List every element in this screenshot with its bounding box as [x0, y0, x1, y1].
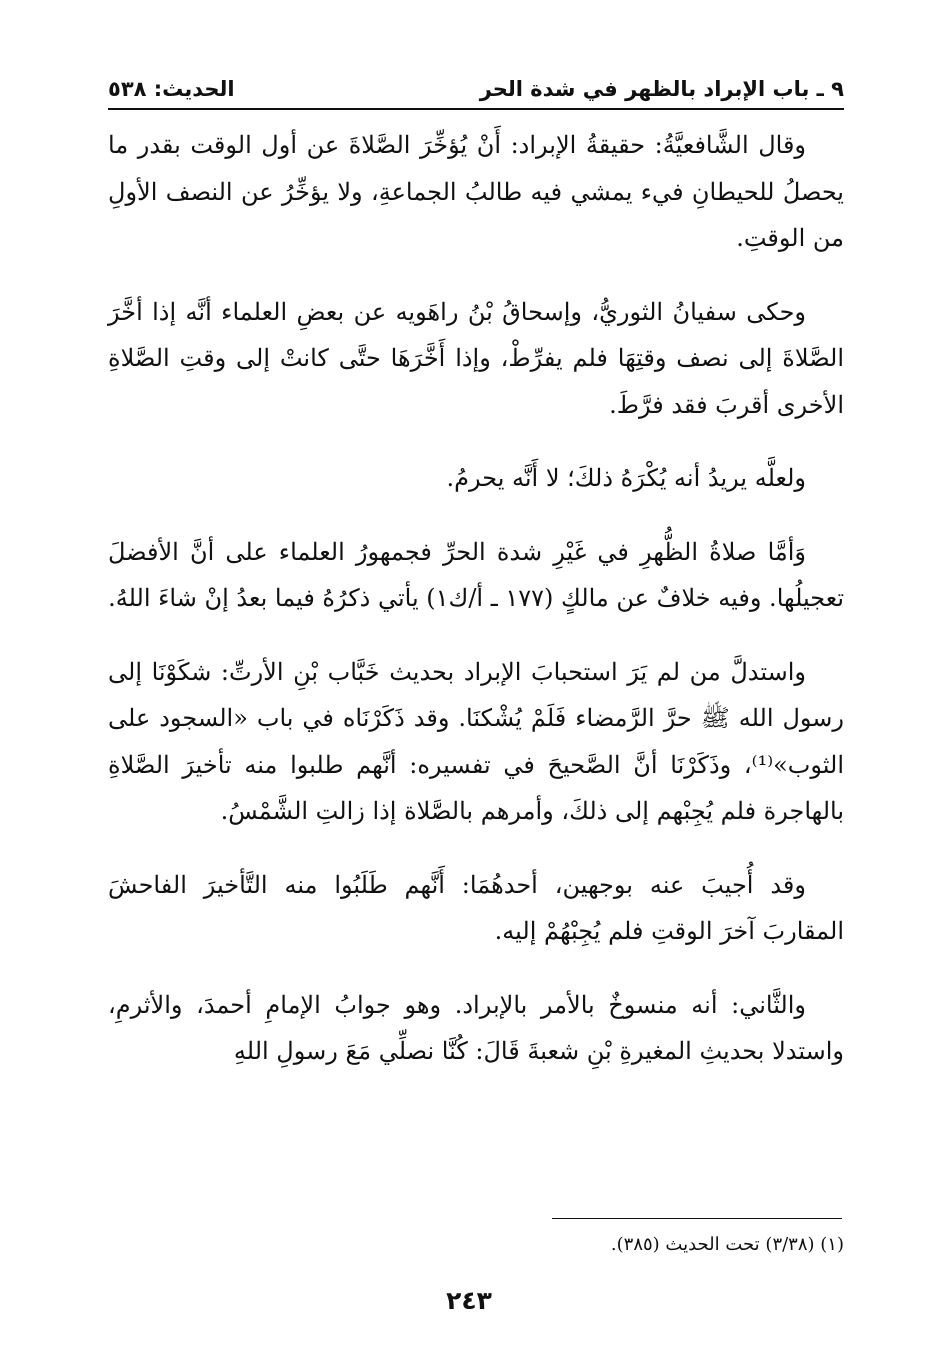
paragraph-3: ولعلَّه يريدُ أنه يُكْرَهُ ذلكَ؛ لا أَنَّه يحرمُ. — [446, 464, 806, 492]
hadith-reference: الحديث: ٥٣٨ — [108, 77, 235, 101]
footnote-divider — [552, 1218, 842, 1219]
header-divider — [108, 108, 844, 110]
page-number: ٢٤٣ — [446, 1286, 492, 1315]
paragraph-5: واستدلَّ من لم يَرَ استحبابَ الإبراد بحديث خَبَّاب بْنِ الأرتِّ: شكَوْنَا إلى رسول الله ﷺ حرَّ الرَّمضاء فَلَمْ يُشْكنَا. وقد ذَكَرْنَاه في باب «السجود على الثوب»⁽¹⁾، وذَكَرْنَا أنَّ الصَّحيحَ في تفسيره: أنَّهم طلبوا منه تأخيرَ الصَّلاةِ بالهاجرة فلم يُجِبْهم إلى ذلكَ، وأمرهم بالصَّلاة إذا زالتِ الشَّمْسُ. — [108, 657, 844, 825]
paragraph-4: وَأمَّا صلاةُ الظُّهرِ في غَيْرِ شدة الحرِّ فجمهورُ العلماء على أنَّ الأفضلَ تعجيلُها. وفيه خلافٌ عن مالكٍ (١٧٧ ـ أ/ك١) يأتي ذكرُهُ فيما بعدُ إنْ شاءَ اللهُ. — [108, 537, 844, 612]
paragraph-2: وحكى سفيانُ الثوريُّ، وإسحاقُ بْنُ راهَويه عن بعضِ العلماء أنَّه إذا أخَّرَ الصَّلاةَ إلى نصف وقتِهَا فلم يفرِّطْ، وإذا أَخَّرَهَا حتَّى كانتْ إلى وقتِ الصَّلاةِ الأخرى أقربَ فقد فرَّطَ. — [108, 297, 844, 419]
paragraph-6: وقد أُجيبَ عنه بوجهين، أحدهُمَا: أَنَّهم طَلَبُوا منه التَّأخيرَ الفاحشَ المقاربَ آخرَ الوقتِ فلم يُجِبْهُمْ إليه. — [108, 870, 844, 945]
main-text — [108, 122, 844, 1102]
paragraph-7: والثَّاني: أنه منسوخٌ بالأمر بالإبراد. وهو جوابُ الإمامِ أحمدَ، والأثرمِ، واستدلا بحديثِ المغيرةِ بْنِ شعبةَ قَالَ: كُنَّا نصلِّي مَعَ رسولِ اللهِ — [108, 990, 844, 1065]
footnote: (١) (٣/٣٨) تحت الحديث (٣٨٥). — [610, 1234, 844, 1255]
paragraph-1: وقال الشَّافعيَّةُ: حقيقةُ الإبراد: أَنْ يُؤخِّرَ الصَّلاةَ عن أول الوقت بقدر ما يحصلُ للحيطانِ فيء يمشي فيه طالبُ الجماعةِ، ولا يؤخِّرُ عن النصف الأولِ من الوقتِ. — [108, 131, 844, 252]
running-header — [108, 72, 844, 106]
chapter-title: ٩ ـ باب الإبراد بالظهر في شدة الحر — [479, 77, 844, 101]
